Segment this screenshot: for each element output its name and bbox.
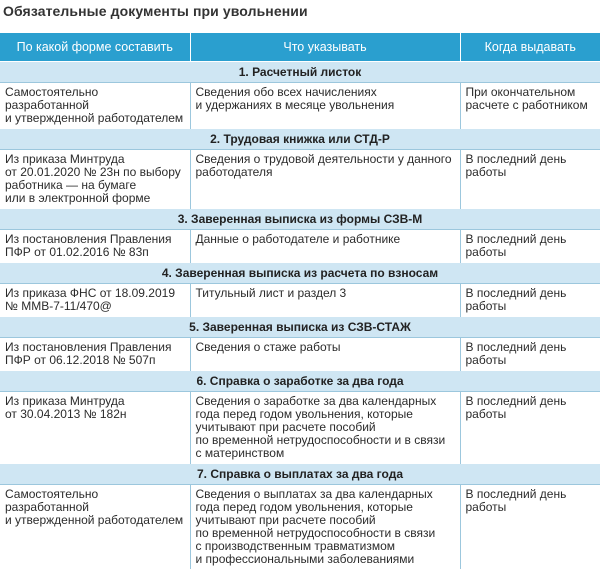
cell-when: В последний день работы xyxy=(465,487,567,514)
section-heading-row xyxy=(0,209,600,230)
section-heading-row xyxy=(0,371,600,392)
cell-form: Из постановления Правления ПФР от 01.02.2016 № 83п xyxy=(0,230,190,263)
section-heading: 2. Трудовая книжка или СТД-Р xyxy=(0,129,600,150)
table-row xyxy=(0,83,600,129)
section-heading: 5. Заверенная выписка из СЗВ-СТАЖ xyxy=(0,317,600,338)
cell-form: Из приказа Минтруда от 30.04.2013 № 182н xyxy=(0,392,190,464)
table-row xyxy=(0,284,600,317)
cell-what: Сведения о стаже работы xyxy=(190,338,460,371)
section-heading: 4. Заверенная выписка из расчета по взносам xyxy=(0,263,600,284)
cell-form: Из приказа ФНС от 18.09.2019 № ММВ-7-11/470@ xyxy=(0,284,190,317)
page-title: Обязательные документы при увольнении xyxy=(3,3,308,19)
cell-form: Из постановления Правления ПФР от 06.12.2018 № 507п xyxy=(0,338,190,371)
cell-what: Сведения обо всех начислениях и удержаниях в месяце увольнения xyxy=(190,83,460,129)
table-row xyxy=(0,485,600,570)
section-heading-row xyxy=(0,129,600,150)
cell-form: Самостоятельно разработанной и утвержденной работодателем xyxy=(0,83,190,129)
cell-when: В последний день работы xyxy=(465,152,567,179)
cell-what: Сведения о выплатах за два календарных года перед годом увольнения, которые учитывают при расчете пособий по временной нетрудоспособности в связи с производственным травматизмом и профессиональными заболеваниями xyxy=(190,485,460,570)
cell-what: Сведения о заработке за два календарных года перед годом увольнения, которые учитывают при расчете пособий по временной нетрудоспособности и в связи с материнством xyxy=(190,392,460,464)
header-what: Что указывать xyxy=(190,33,460,62)
documents-table xyxy=(0,33,600,569)
cell-when: В последний день работы xyxy=(465,286,567,313)
header-form: По какой форме составить xyxy=(0,33,190,62)
cell-when: В последний день работы xyxy=(465,394,567,421)
table-row xyxy=(0,392,600,464)
header-when: Когда выдавать xyxy=(460,33,600,62)
section-heading-row xyxy=(0,464,600,485)
cell-what: Данные о работодателе и работнике xyxy=(190,230,460,263)
cell-when: При окончательном расчете с работником xyxy=(465,85,588,112)
cell-what: Сведения о трудовой деятельности у данного работодателя xyxy=(190,150,460,209)
section-heading: 1. Расчетный листок xyxy=(0,62,600,83)
table-row xyxy=(0,150,600,209)
cell-when: В последний день работы xyxy=(465,232,567,259)
cell-what: Титульный лист и раздел 3 xyxy=(190,284,460,317)
section-heading-row xyxy=(0,62,600,83)
section-heading-row xyxy=(0,263,600,284)
section-heading: 7. Справка о выплатах за два года xyxy=(0,464,600,485)
cell-when: В последний день работы xyxy=(465,340,567,367)
table-header-row xyxy=(0,33,600,62)
cell-form: Из приказа Минтруда от 20.01.2020 № 23н по выбору работника — на бумаге или в электронной форме xyxy=(0,150,190,209)
section-heading-row xyxy=(0,317,600,338)
table-row xyxy=(0,230,600,263)
table-row xyxy=(0,338,600,371)
section-heading: 6. Справка о заработке за два года xyxy=(0,371,600,392)
section-heading: 3. Заверенная выписка из формы СЗВ-М xyxy=(0,209,600,230)
cell-form: Самостоятельно разработанной и утвержденной работодателем xyxy=(0,485,190,570)
